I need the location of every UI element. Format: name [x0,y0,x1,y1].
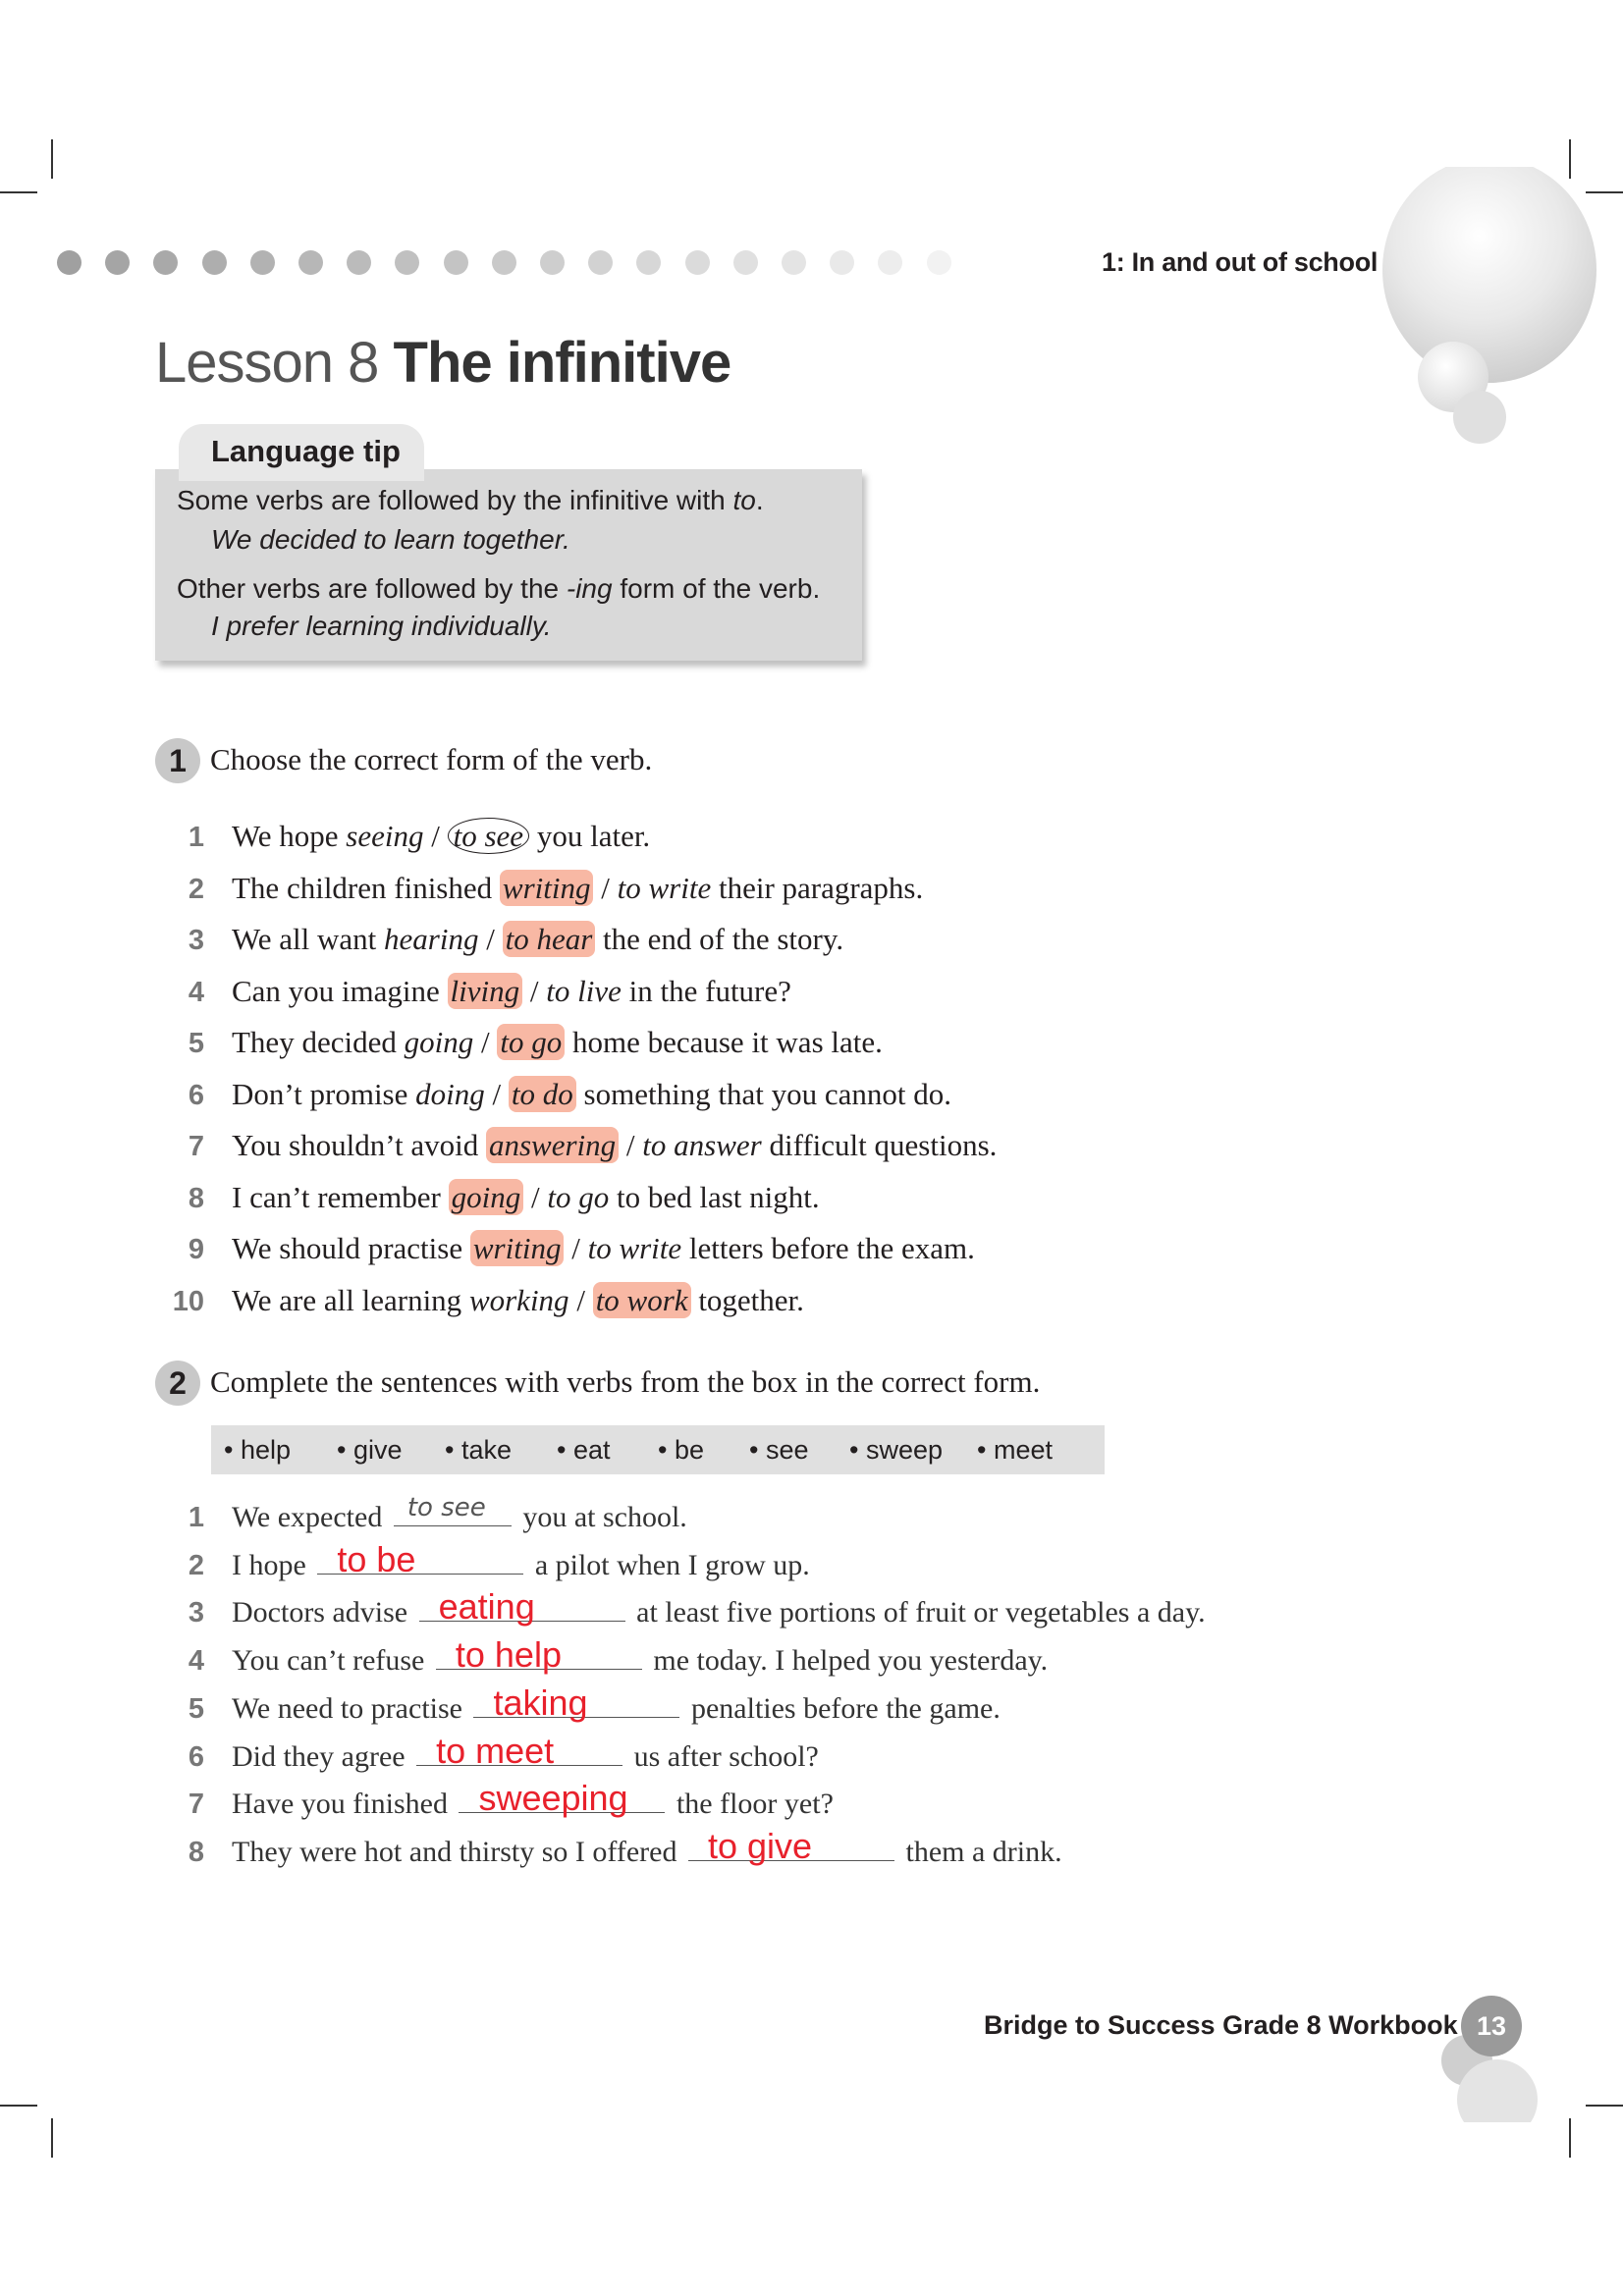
sentence-start: Did they agree [232,1739,413,1773]
chapter-title: 1: In and out of school [1102,247,1379,277]
sentence-start: The children finished [232,870,500,905]
lesson-prefix: Lesson 8 [155,331,379,395]
option-b[interactable]: to go [547,1179,610,1214]
sentence-start: I can’t remember [232,1179,449,1214]
word-box-item: • meet [977,1435,1053,1465]
sentence-end: them a drink. [897,1835,1062,1868]
sentence-end: to bed last night. [609,1179,820,1214]
answer-blank[interactable] [459,1778,665,1819]
option-a[interactable]: hearing [384,922,479,956]
exercise-2-number: 2 [155,1361,200,1406]
decorative-orb-small [1453,391,1506,444]
item-number: 4 [188,1645,204,1678]
item-number: 5 [188,1692,204,1725]
option-a[interactable]: going [449,1179,524,1215]
crop-mark [1569,2118,1571,2158]
sentence-start: Have you finished [232,1788,456,1821]
sentence-end: the end of the story. [595,922,844,956]
exercise-1-instruction: Choose the correct form of the verb. [210,742,653,776]
decorative-dot [298,250,323,275]
option-b[interactable]: to write [617,870,712,905]
option-a[interactable]: working [468,1282,569,1317]
option-separator: / [484,1076,509,1111]
option-b[interactable]: to do [509,1076,576,1112]
option-separator: / [473,1025,498,1059]
decorative-orb-large [1382,157,1596,383]
sentence-start: We are all learning [232,1282,469,1317]
answer-text: to be [337,1538,416,1579]
footer-book-title: Bridge to Success Grade 8 Workbook [984,2010,1458,2040]
decorative-dot [588,250,613,275]
tip-rule-2-italic: -ing [566,573,613,604]
sentence-start: I hope [232,1548,314,1581]
sentence-start: They were hot and thirsty so I offered [232,1835,684,1868]
decorative-dot [153,250,178,275]
item-number: 4 [188,976,204,1008]
sentence-start: We expected [232,1501,390,1533]
sentence-start: You shouldn’t avoid [232,1128,486,1162]
decorative-dot [250,250,275,275]
sentence-start: We need to practise [232,1691,470,1725]
item-number: 6 [188,1740,204,1773]
exercise-1-item [157,815,650,858]
decorative-dot [685,250,710,275]
sentence-end: together. [690,1282,804,1317]
option-b[interactable]: to go [497,1024,565,1060]
item-number: 6 [188,1079,204,1111]
option-separator: / [423,819,448,853]
sentence-end: penalties before the game. [683,1691,1001,1725]
sentence-end: letters before the exam. [681,1231,975,1265]
option-a[interactable]: answering [486,1127,619,1163]
item-number: 8 [188,1836,204,1868]
exercise-1-item [157,1073,951,1116]
sentence-end: in the future? [621,973,791,1008]
exercise-1-item [157,867,923,910]
answer-blank[interactable] [473,1682,679,1723]
sentence-end: difficult questions. [761,1128,998,1162]
tip-rule-2-pre: Other verbs are followed by the [177,573,567,604]
item-number: 3 [188,925,204,956]
sentence-end: you later. [529,819,651,853]
decorative-dot [878,250,902,275]
tip-rule-1-pre: Some verbs are followed by the infinitive with [177,485,733,515]
word-box-item: • sweep [849,1435,944,1465]
item-number: 5 [188,1028,204,1059]
exercise-1-item [157,1176,820,1219]
exercise-1-number: 1 [155,738,200,783]
option-separator: / [523,1179,548,1214]
answer-text: sweeping [478,1778,628,1819]
exercise-2-item [157,1682,1001,1729]
exercise-1-item [157,1279,804,1322]
decorative-dot [395,250,419,275]
decorative-dot [202,250,227,275]
answer-blank[interactable] [394,1494,512,1526]
option-a[interactable]: seeing [346,819,424,853]
answer-text: to meet [436,1730,555,1771]
option-b[interactable]: to work [593,1282,691,1318]
answer-blank[interactable] [416,1730,622,1771]
sentence-start: Doctors advise [232,1596,415,1629]
sentence-start: We hope [232,819,347,853]
option-a[interactable]: writing [500,870,594,906]
word-box-item: • give [337,1435,403,1465]
exercise-2-item [157,1634,1049,1681]
item-number: 1 [188,822,204,853]
option-b[interactable]: to answer [642,1128,762,1162]
sentence-start: You can’t refuse [232,1644,432,1678]
sentence-end: me today. I helped you yesterday. [645,1644,1049,1678]
sentence-start: They decided [232,1025,405,1059]
option-separator: / [568,1282,593,1317]
crop-mark [1569,139,1571,179]
option-separator: / [478,922,503,956]
item-number: 8 [188,1182,204,1214]
tip-rule-1 [177,485,764,516]
option-a[interactable]: doing [415,1076,485,1111]
lesson-heading [155,330,730,396]
option-b[interactable]: to write [587,1231,682,1265]
tip-rule-2-post: form of the verb. [612,573,821,604]
item-number: 10 [172,1285,204,1317]
sentence-end: their paragraphs. [711,870,924,905]
tip-example-2: I prefer learning individually. [211,611,552,641]
answer-blank[interactable] [436,1634,642,1676]
decorative-dot [444,250,468,275]
decorative-dot [347,250,371,275]
sentence-end: the floor yet? [669,1788,834,1821]
option-separator: / [619,1128,643,1162]
exercise-1-item [157,1021,883,1064]
answer-blank[interactable] [317,1538,523,1579]
option-separator: / [593,870,618,905]
page-number: 13 [1461,1996,1522,2056]
tip-rule-2 [177,573,820,605]
exercise-2-instruction: Complete the sentences with verbs from the box in the correct form. [210,1364,1041,1399]
exercise-1-item [157,918,843,961]
item-number: 1 [188,1502,204,1533]
crop-mark [1586,2105,1623,2107]
exercise-2-item [157,1825,1062,1872]
decorative-dot [927,250,951,275]
crop-mark [51,2118,53,2158]
word-box-item: • take [445,1435,512,1465]
tip-rule-1-post: . [755,485,764,515]
item-number: 7 [188,1131,204,1162]
exercise-2-item [157,1586,1206,1632]
exercise-1-item [157,970,791,1013]
answer-text: to help [455,1634,562,1676]
decorative-dot [105,250,130,275]
word-box-item: • be [658,1435,704,1465]
option-separator: / [564,1231,588,1265]
sentence-start: Don’t promise [232,1076,416,1111]
exercise-2-item [157,1730,819,1777]
lesson-title: The infinitive [393,331,731,395]
crop-mark [0,191,37,193]
decorative-dot [830,250,854,275]
answer-text: to see [406,1493,486,1522]
decorative-dot [636,250,661,275]
item-number: 7 [188,1789,204,1821]
item-number: 3 [188,1597,204,1629]
answer-text: eating [438,1586,535,1628]
answer-text: taking [493,1682,588,1723]
decorative-dot [57,250,81,275]
answer-blank[interactable] [688,1825,894,1866]
option-a[interactable]: writing [470,1230,565,1266]
exercise-1-item [157,1227,975,1270]
word-box [211,1425,1105,1474]
sentence-end: at least five portions of fruit or vegetables a day. [628,1596,1206,1629]
sentence-end: us after school? [626,1739,819,1773]
item-number: 2 [188,1549,204,1581]
option-b[interactable]: to hear [503,921,596,957]
option-separator: / [522,973,547,1008]
item-number: 9 [188,1234,204,1265]
language-tip-title: Language tip [211,434,401,468]
exercise-1-item [157,1124,997,1167]
crop-mark [51,139,53,179]
answer-text: to give [707,1825,813,1866]
decorative-orb-footer-large [1457,2059,1538,2140]
word-box-item: • see [749,1435,809,1465]
item-number: 2 [188,873,204,905]
sentence-end: something that you cannot do. [575,1076,952,1111]
sentence-end: home because it was late. [565,1025,883,1059]
decorative-dot [782,250,806,275]
answer-blank[interactable] [419,1586,625,1628]
decorative-dot [492,250,516,275]
exercise-2-item [157,1494,687,1537]
decorative-dot [733,250,758,275]
tip-example-1: We decided to learn together. [211,524,570,555]
sentence-end: you at school. [514,1501,687,1533]
sentence-start: We should practise [232,1231,470,1265]
option-a[interactable]: living [448,973,523,1009]
option-b[interactable]: to live [546,973,622,1008]
word-box-item: • eat [557,1435,611,1465]
sentence-start: We all want [232,922,385,956]
exercise-2-item [157,1538,810,1585]
sentence-start: Can you imagine [232,973,448,1008]
option-b[interactable]: to see [448,818,529,854]
crop-mark [1586,191,1623,193]
word-box-item: • help [224,1435,292,1465]
decorative-dot [540,250,565,275]
tip-rule-1-italic: to [732,485,756,515]
exercise-2-item [157,1778,834,1824]
sentence-end: a pilot when I grow up. [527,1548,810,1581]
option-a[interactable]: going [404,1025,474,1059]
crop-mark [0,2105,37,2107]
